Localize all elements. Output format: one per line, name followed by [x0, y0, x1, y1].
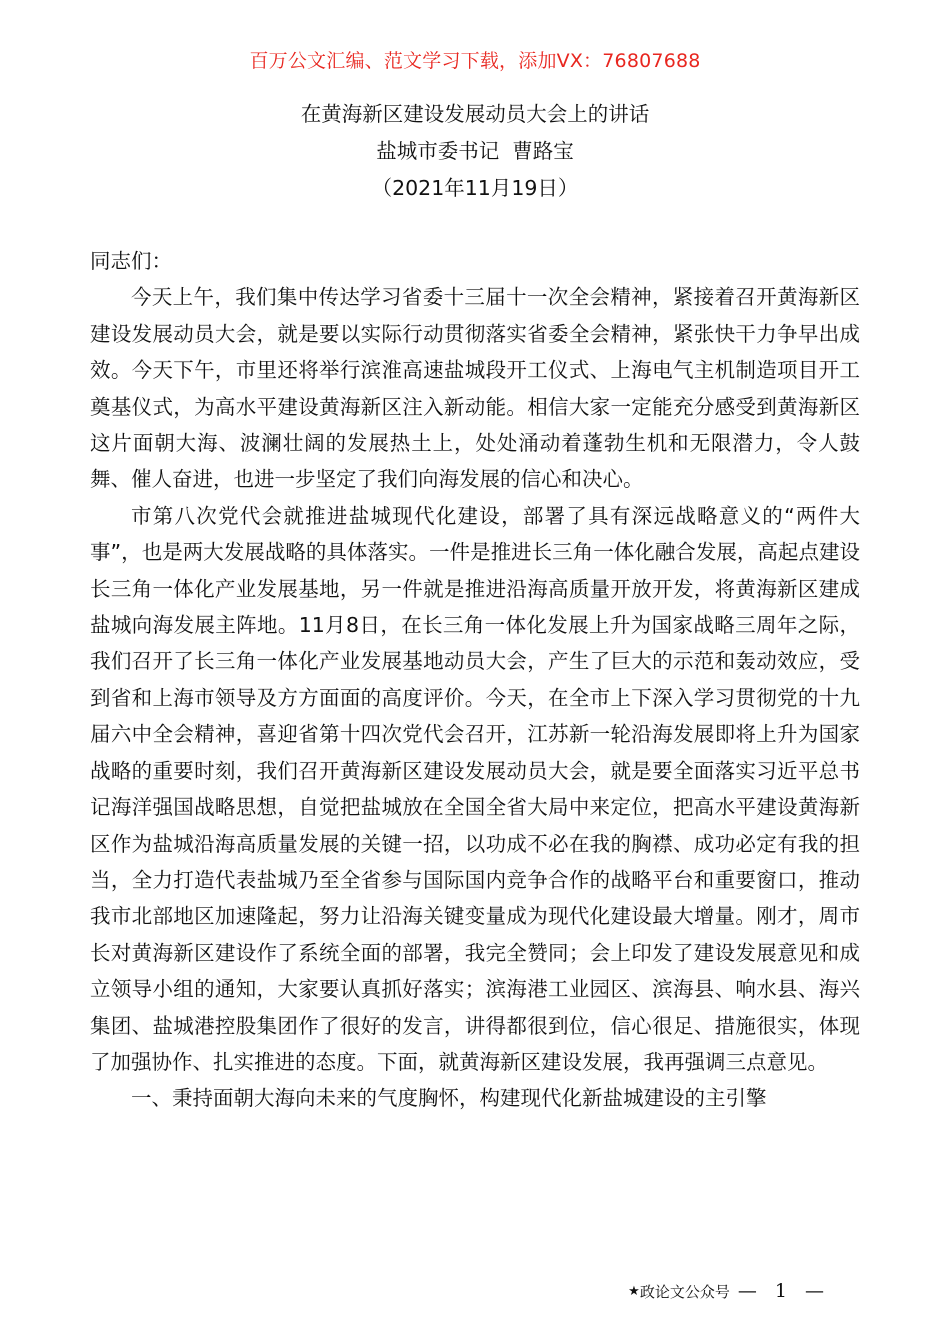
title-block	[0, 96, 950, 207]
speaker-line: 盐城市委书记 曹路宝	[376, 139, 574, 163]
footer-source: 政论文公众号	[639, 1282, 730, 1301]
speech-title: 在黄海新区建设发展动员大会上的讲话	[300, 102, 650, 126]
speech-date: （2021年11月19日）	[371, 176, 579, 200]
promo-banner: 百万公文汇编、范文学习下载，添加VX：76807688	[249, 50, 701, 72]
section-heading-1: 一、秉持面朝大海向未来的气度胸怀，构建现代化新盐城建设的主引擎	[131, 1086, 767, 1111]
salutation: 同志们：	[90, 249, 172, 273]
speech-body	[90, 243, 860, 1117]
star-icon: ★	[628, 1283, 640, 1299]
paragraph-1: 今天上午，我们集中传达学习省委十三届十一次全会精神，紧接着召开黄海新区建设发展动员大会，就是要以实际行动贯彻落实省委全会精神，紧张快干力争早出成效。今天下午，市里还将举行滨淮高速盐城段开工仪式、上海电气主机制造项目开工奠基仪式，为高水平建设黄海新区注入新动能。相信大家一定能充分感受到黄海新区这片面朝大海、波澜壮阔的发展热土上，处处涌动着蓬勃生机和无限潜力，令人鼓舞、催人奋进，也进一步坚定了我们向海发展的信心和决心。	[90, 285, 860, 492]
paragraph-2: 市第八次党代会就推进盐城现代化建设，部署了具有深远战略意义的“两件大事”，也是两大发展战略的具体落实。一件是推进长三角一体化融合发展，高起点建设长三角一体化产业发展基地，另一件就是推进沿海高质量开放开发，将黄海新区建成盐城向海发展主阵地。11月8日，在长三角一体化发展上升为国家战略三周年之际，我们召开了长三角一体化产业发展基地动员大会，产生了巨大的示范和轰动效应，受到省和上海市领导及方方面面的高度评价。今天，在全市上下深入学习贯彻党的十九届六中全会精神，喜迎省第十四次党代会召开，江苏新一轮沿海发展即将上升为国家战略的重要时刻，我们召开黄海新区建设发展动员大会，就是要全面落实习近平总书记海洋强国战略思想，自觉把盐城放在全国全省大局中来定位，把高水平建设黄海新区作为盐城沿海高质量发展的关键一招，以功成不必在我的胸襟、成功必定有我的担当，全力打造代表盐城乃至全省参与国际国内竞争合作的战略平台和重要窗口，推动我市北部地区加速隆起，努力让沿海关键变量成为现代化建设最大增量。刚才，周市长对黄海新区建设作了系统全面的部署，我完全赞同；会上印发了建设发展意见和成立领导小组的通知，大家要认真抓好落实；滨海港工业园区、滨海县、响水县、海兴集团、盐城港控股集团作了很好的发言，讲得都很到位，信心很足、措施很实，体现了加强协作、扎实推进的态度。下面，就黄海新区建设发展，我再强调三点意见。	[90, 503, 860, 1074]
page-footer	[628, 1280, 830, 1302]
page-number: — 1 —	[737, 1280, 830, 1302]
